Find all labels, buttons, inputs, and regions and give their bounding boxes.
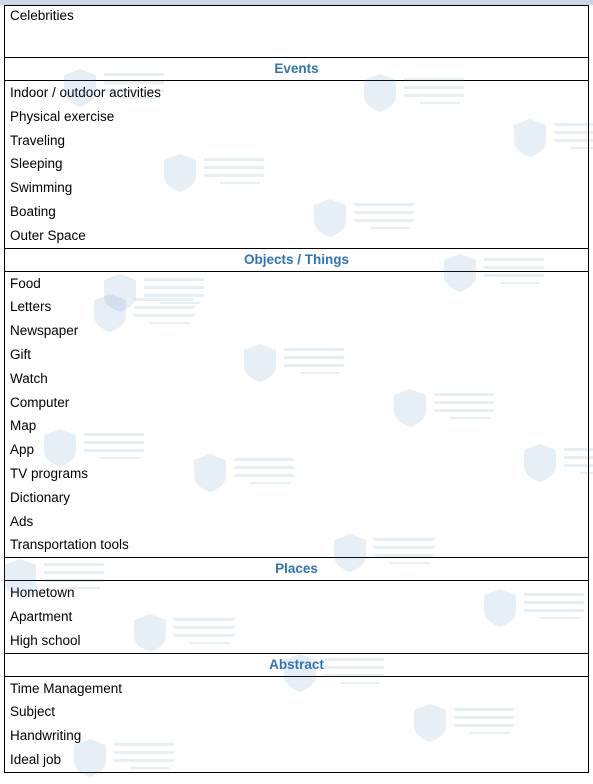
- section-header: Abstract: [5, 653, 588, 677]
- list-item: Gift: [10, 346, 32, 362]
- list-item: Outer Space: [10, 227, 86, 243]
- list-item: Traveling: [10, 132, 66, 148]
- list-item: Map: [10, 418, 37, 434]
- list-item: Time Management: [10, 680, 123, 696]
- list-item: Ads: [10, 513, 34, 529]
- topic-table: [4, 5, 589, 773]
- list-item: TV programs: [10, 465, 89, 481]
- list-item: Subject: [10, 704, 56, 720]
- list-item: Ideal job: [10, 751, 62, 767]
- section-header: Objects / Things: [5, 248, 588, 272]
- list-item: Sleeping: [10, 156, 63, 172]
- list-item: Apartment: [10, 608, 73, 624]
- list-item-celebrities: Celebrities: [10, 8, 74, 23]
- list-item: Transportation tools: [10, 537, 129, 553]
- list-item: High school: [10, 632, 81, 648]
- list-item: Physical exercise: [10, 108, 115, 124]
- list-item: Newspaper: [10, 323, 79, 339]
- list-item: Indoor / outdoor activities: [10, 85, 161, 100]
- list-item: Computer: [10, 394, 70, 410]
- list-item: Hometown: [10, 585, 75, 601]
- list-item: Letters: [10, 299, 52, 315]
- list-item: App: [10, 442, 35, 458]
- section-header: Places: [5, 557, 588, 581]
- list-item: Dictionary: [10, 489, 71, 505]
- list-item: Handwriting: [10, 728, 82, 744]
- list-item: Watch: [10, 370, 48, 386]
- list-item: Food: [10, 275, 41, 291]
- list-item: Boating: [10, 203, 56, 219]
- list-item: Swimming: [10, 180, 73, 196]
- section-header: Events: [5, 57, 588, 81]
